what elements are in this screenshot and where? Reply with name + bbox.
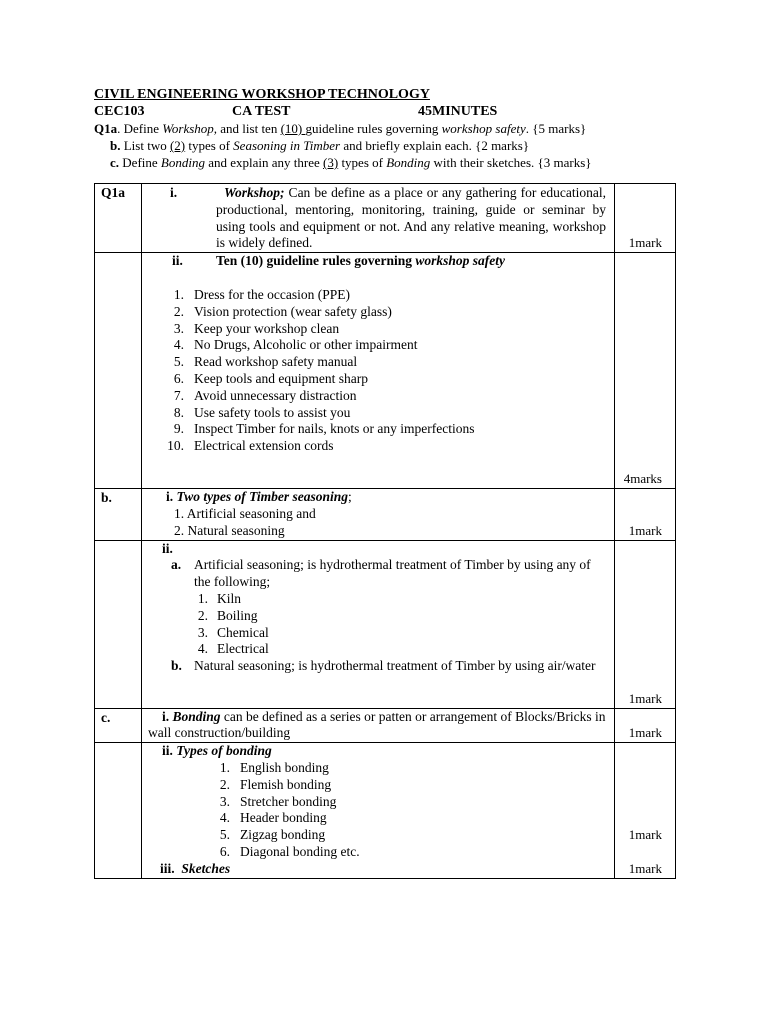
mark-cell: 1mark 1mark	[615, 743, 676, 878]
answer-cell: i. Two types of Timber seasoning; 1. Artificial seasoning and 2. Natural seasoning	[142, 489, 615, 540]
list-item: 10. Electrical extension cords	[167, 438, 334, 454]
document-page	[94, 86, 676, 879]
table-row	[95, 184, 676, 253]
bonding-types-list	[142, 760, 614, 861]
answer-cell: i. Bonding can be defined as a series or patten or arrangement of Blocks/Bricks in wall construction/building	[142, 708, 615, 743]
list-item: 6. Diagonal bonding etc.	[219, 843, 360, 859]
row-label-cell: c.	[95, 708, 142, 743]
list-item: 1. English bonding	[219, 759, 329, 775]
mark-cell: 4marks	[615, 253, 676, 489]
list-item: 7. Avoid unnecessary distraction	[173, 387, 357, 403]
list-item: 3. Keep your workshop clean	[173, 320, 340, 336]
test-type: CA TEST	[232, 104, 291, 119]
question-1c: c. Define Bonding and explain any three (3) types of Bonding with their sketches. {3 marks}	[110, 155, 592, 170]
document-title: CIVIL ENGINEERING WORKSHOP TECHNOLOGY	[94, 87, 430, 102]
list-item: 4. Header bonding	[219, 810, 327, 826]
answer-cell: ii. Types of bonding 1. English bonding 2. Flemish bonding 3. Stretcher bonding 4. Header bonding 5. Zigzag bonding 6. Diagonal bonding etc. iii. Sketches	[142, 743, 615, 878]
table-row	[95, 708, 676, 743]
test-duration: 45MINUTES	[418, 104, 498, 119]
row-label-cell: Q1a	[95, 184, 142, 253]
list-item: 1. Dress for the occasion (PPE)	[173, 286, 350, 302]
list-item: 6. Keep tools and equipment sharp	[173, 370, 368, 386]
course-code: CEC103	[94, 104, 145, 119]
list-item: 4. Electrical	[197, 641, 269, 657]
table-row	[95, 743, 676, 878]
list-item: 3. Stretcher bonding	[219, 793, 337, 809]
list-item: 9. Inspect Timber for nails, knots or any imperfections	[173, 421, 475, 437]
list-item: 2. Flemish bonding	[219, 776, 332, 792]
list-item: 3. Chemical	[197, 624, 269, 640]
mark-cell: 1mark	[615, 489, 676, 540]
list-item: 2. Boiling	[197, 607, 258, 623]
row-label-cell: b.	[95, 489, 142, 540]
header-line	[94, 103, 676, 120]
list-item: 5. Read workshop safety manual	[173, 354, 358, 370]
answer-cell: ii. a. Artificial seasoning; is hydrothermal treatment of Timber by using any of the following; 1. Kiln 2. Boiling 3. Chemical 4. Electrical b. Natural seasoning; is hydrothermal treatment of Timber by using air/water	[142, 540, 615, 708]
table-row	[95, 540, 676, 708]
answer-table	[94, 183, 676, 879]
safety-rules-list	[142, 287, 614, 455]
question-1a: Q1a. Define Workshop, and list ten (10) guideline rules governing workshop safety. {5 marks}	[94, 121, 587, 136]
answer-cell: i. Workshop; Can be define as a place or any gathering for educational, productional, mentoring, monitoring, training, guide or seminar by using tools and equipment or not. And any relative meaning, workshop is widely defined.	[142, 184, 615, 253]
list-item: 4. No Drugs, Alcoholic or other impairment	[173, 337, 418, 353]
table-row	[95, 489, 676, 540]
mark-cell: 1mark	[615, 184, 676, 253]
question-1b: b. List two (2) types of Seasoning in Timber and briefly explain each. {2 marks}	[110, 138, 530, 153]
list-item: 1. Kiln	[197, 590, 242, 606]
list-item: 2. Vision protection (wear safety glass)	[173, 303, 392, 319]
list-item: 5. Zigzag bonding	[219, 827, 326, 843]
answer-cell: ii. Ten (10) guideline rules governing workshop safety 1. Dress for the occasion (PPE) 2. Vision protection (wear safety glass) 3. Keep your workshop clean 4. No Drugs, Alcoholic or other impairment 5. Read workshop safety manual 6. Keep tools and equipment sharp 7. Avoid unnecessary distraction 8. Use safety tools to assist you 9. Inspect Timber for nails, knots or any imperfections 10. Electrical extension cords	[142, 253, 615, 489]
mark-cell: 1mark	[615, 540, 676, 708]
mark-cell: 1mark	[615, 708, 676, 743]
table-row	[95, 253, 676, 489]
list-item: 8. Use safety tools to assist you	[173, 404, 351, 420]
artificial-seasoning-list	[142, 591, 614, 658]
